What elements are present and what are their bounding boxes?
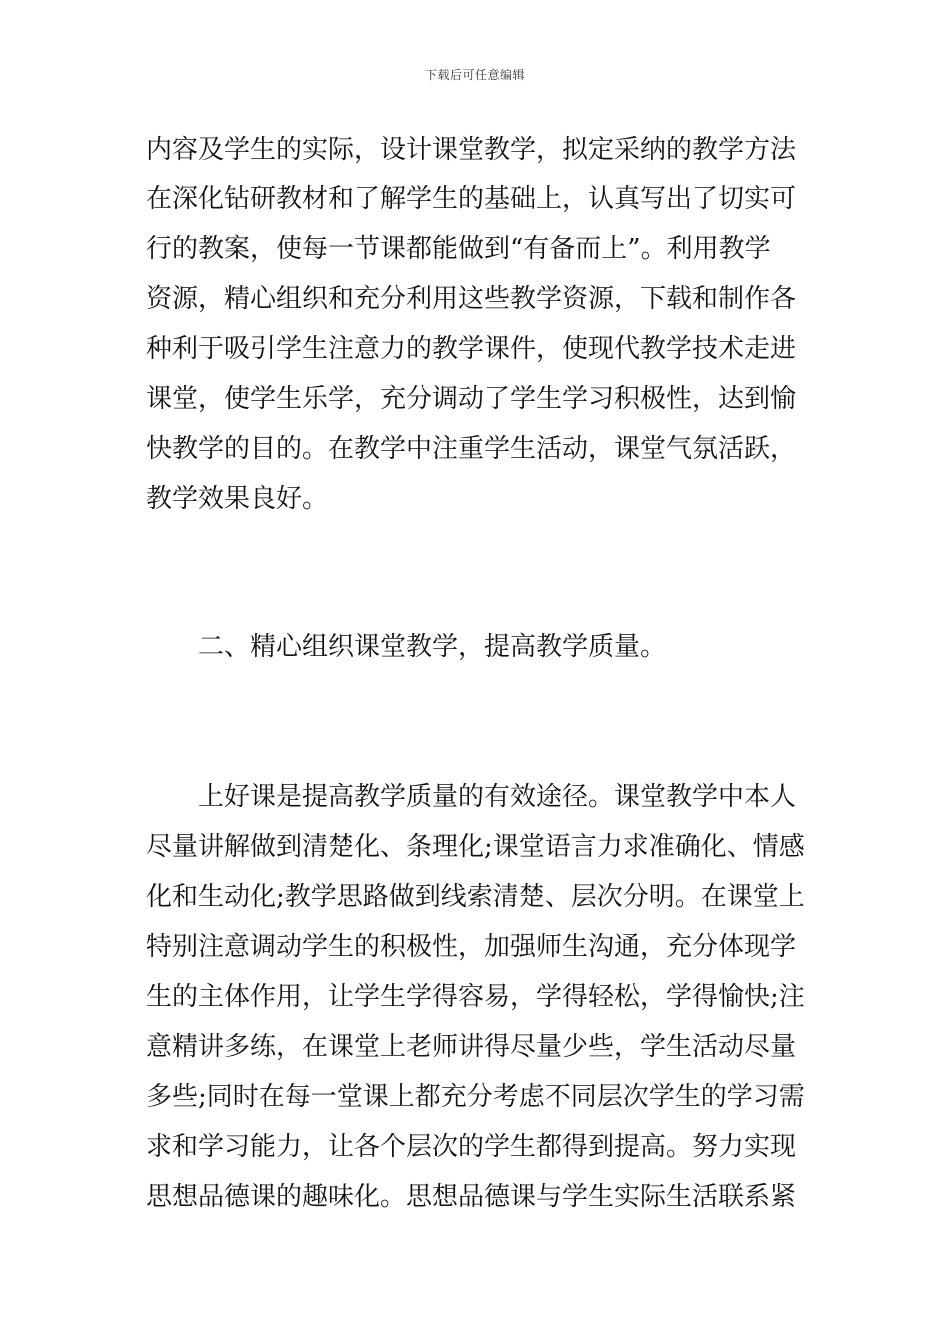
- body-text-line: 尽量讲解做到清楚化、条理化;课堂语言力求准确化、情感: [146, 832, 805, 862]
- body-text-line: 多些;同时在每一堂课上都充分考虑不同层次学生的学习需: [146, 1082, 805, 1112]
- body-text-line: 求和学习能力，让各个层次的学生都得到提高。努力实现: [146, 1132, 797, 1162]
- body-text-line: 思想品德课的趣味化。思想品德课与学生实际生活联系紧: [146, 1182, 797, 1212]
- body-text-line: 上好课是提高教学质量的有效途径。课堂教学中本人: [198, 782, 797, 812]
- body-text-line: 特别注意调动学生的积极性，加强师生沟通，充分体现学: [146, 932, 797, 962]
- body-text-line: 行的教案，使每一节课都能做到“有备而上”。利用教学: [146, 234, 771, 264]
- body-text-line: 意精讲多练，在课堂上老师讲得尽量少些，学生活动尽量: [146, 1032, 797, 1062]
- body-text-line: 快教学的目的。在教学中注重学生活动，课堂气氛活跃，: [146, 434, 797, 464]
- body-text-line: 内容及学生的实际，设计课堂教学，拟定采纳的教学方法: [146, 135, 797, 165]
- page-header-note: 下载后可任意编辑: [424, 68, 525, 82]
- body-text-line: 在深化钻研教材和了解学生的基础上，认真写出了切实可: [146, 184, 797, 214]
- section-heading: 二、精心组织课堂教学，提高教学质量。: [198, 632, 667, 662]
- body-text-line: 资源，精心组织和充分利用这些教学资源，下载和制作各: [146, 284, 797, 314]
- body-text-line: 课堂，使学生乐学，充分调动了学生学习积极性，达到愉: [146, 384, 797, 414]
- body-text-line: 种利于吸引学生注意力的教学课件，使现代教学技术走进: [146, 334, 797, 364]
- body-text-line: 化和生动化;教学思路做到线索清楚、层次分明。在课堂上: [146, 882, 805, 912]
- body-text-line: 教学效果良好。: [146, 484, 329, 514]
- body-text-line: 生的主体作用，让学生学得容易，学得轻松，学得愉快;注: [146, 982, 805, 1012]
